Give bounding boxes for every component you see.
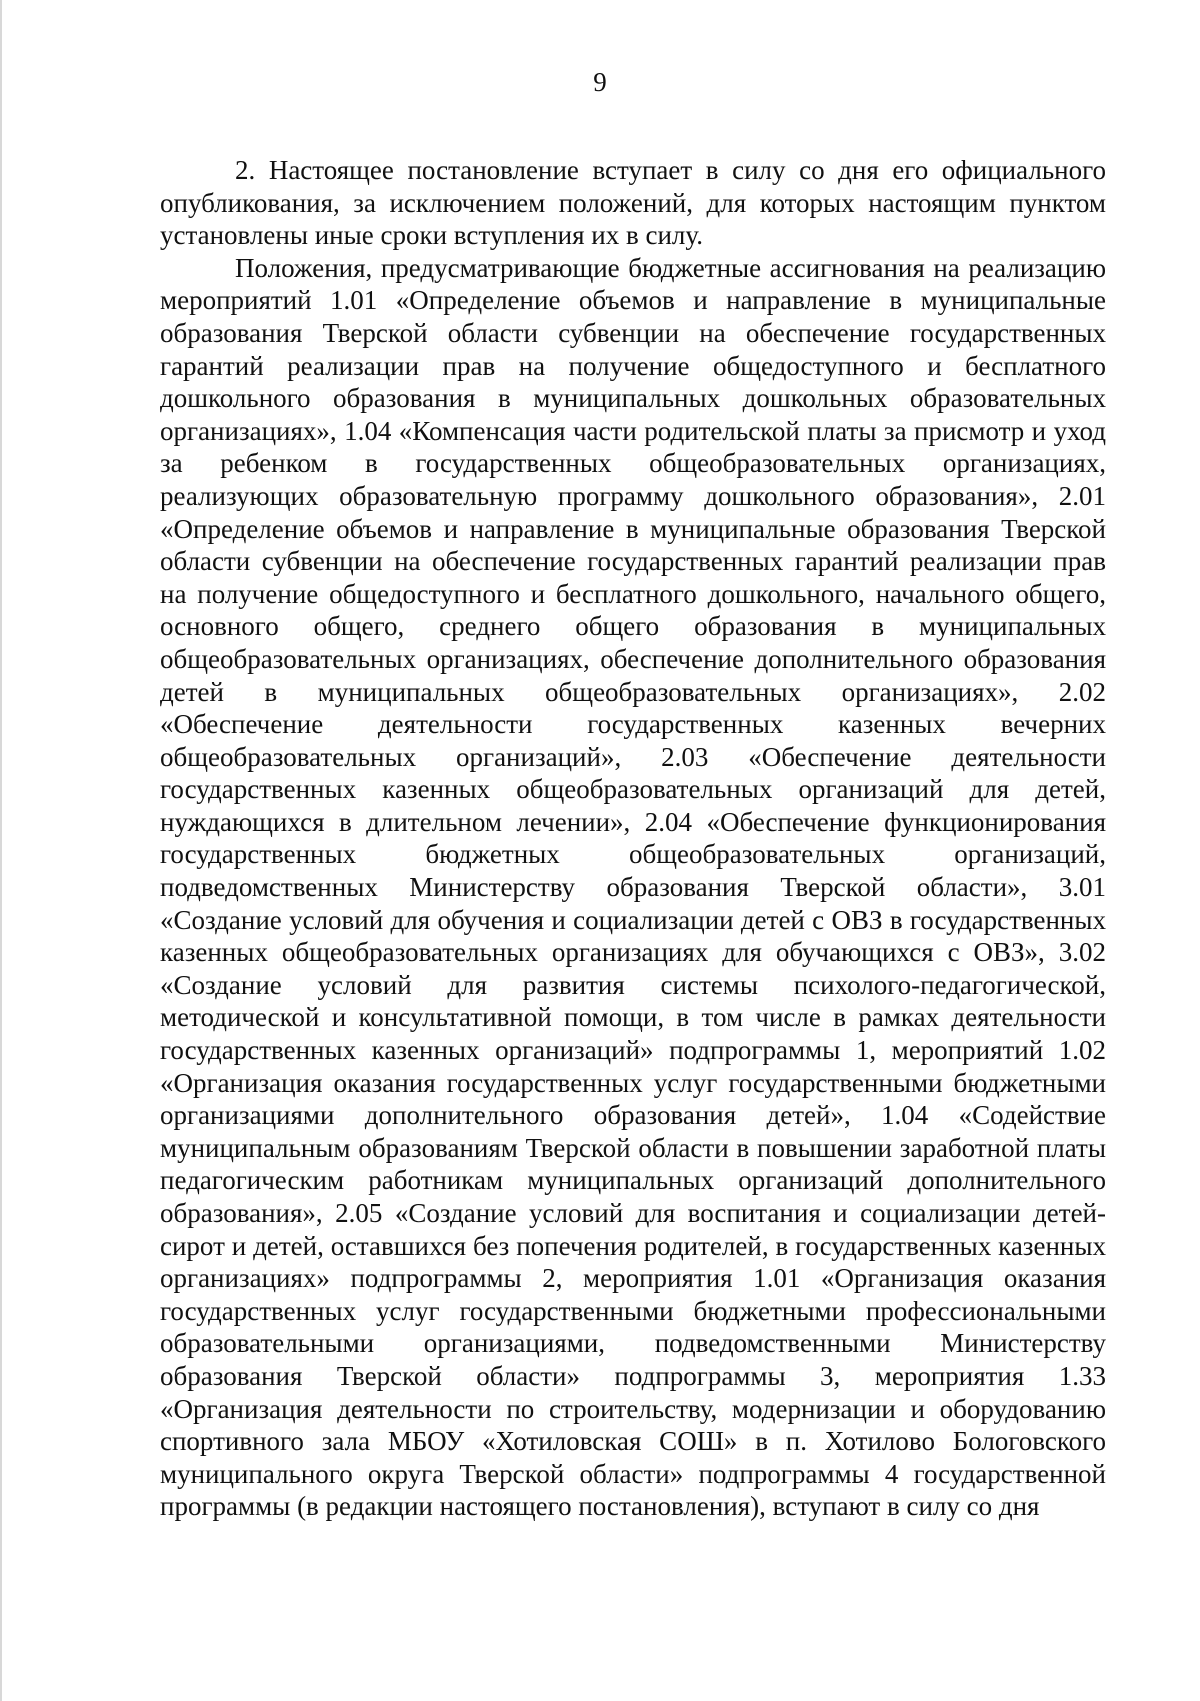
page-number: 9 — [593, 67, 607, 97]
paragraph-provisions: Положения, предусматривающие бюджетные ассигнования на реализацию мероприятий 1.01 «Определение объемов и направление в муниципальные образования Тверской области субвенции на обеспечение государственных гарантий реализации прав на получение общедоступного и бесплатного дошкольного образования в муниципальных дошкольных образовательных организациях», 1.04 «Компенсация части родительской платы за присмотр и уход за ребенком в государственных общеобразовательных организациях, реализующих образовательную программу дошкольного образования», 2.01 «Определение объемов и направление в муниципальные образования Тверской области субвенции на обеспечение государственных гарантий реализации прав на получение общедоступного и бесплатного дошкольного, начального общего, основного общего, среднего общего образования в муниципальных общеобразовательных организациях, обеспечение дополнительного образования детей в муниципальных общеобразовательных организациях», 2.02 «Обеспечение деятельности государственных казенных вечерних общеобразовательных организаций», 2.03 «Обеспечение деятельности государственных казенных общеобразовательных организаций для детей, нуждающихся в длительном лечении», 2.04 «Обеспечение функционирования государственных бюджетных общеобразовательных организаций, подведомственных Министерству образования Тверской области», 3.01 «Создание условий для обучения и социализации детей с ОВЗ в государственных казенных общеобразовательных организациях для обучающихся с ОВЗ», 3.02 «Создание условий для развития системы психолого-педагогической, методической и консультативной помощи, в том числе в рамках деятельности государственных казенных организаций» подпрограммы 1, мероприятий 1.02 «Организация оказания государственных услуг государственными бюджетными организациями дополнительного образования детей», 1.04 «Содействие муниципальным образованиям Тверской области в повышении заработной платы педагогическим работникам муниципальных организаций дополнительного образования», 2.05 «Создание условий для воспитания и социализации детей-сирот и детей, оставшихся без попечения родителей, в государственных казенных организациях» подпрограммы 2, мероприятия 1.01 «Организация оказания государственных услуг государственными бюджетными профессиональными образовательными организациями, подведомственными Министерству образования Тверской области» подпрограммы 3, мероприятия 1.33 «Организация деятельности по строительству, модернизации и оборудованию спортивного зала МБОУ «Хотиловская СОШ» в п. Хотилово Бологовского муниципального округа Тверской области» подпрограммы 4 государственной программы (в редакции настоящего постановления), вступают в силу со дня — [160, 252, 1106, 1522]
page-edge — [0, 0, 2, 1701]
paragraph-effective-date: 2. Настоящее постановление вступает в силу со дня его официального опубликования, за исключением положений, для которых настоящим пунктом установлены иные сроки вступления их в силу. — [160, 155, 1106, 251]
document-body — [160, 154, 1106, 1523]
